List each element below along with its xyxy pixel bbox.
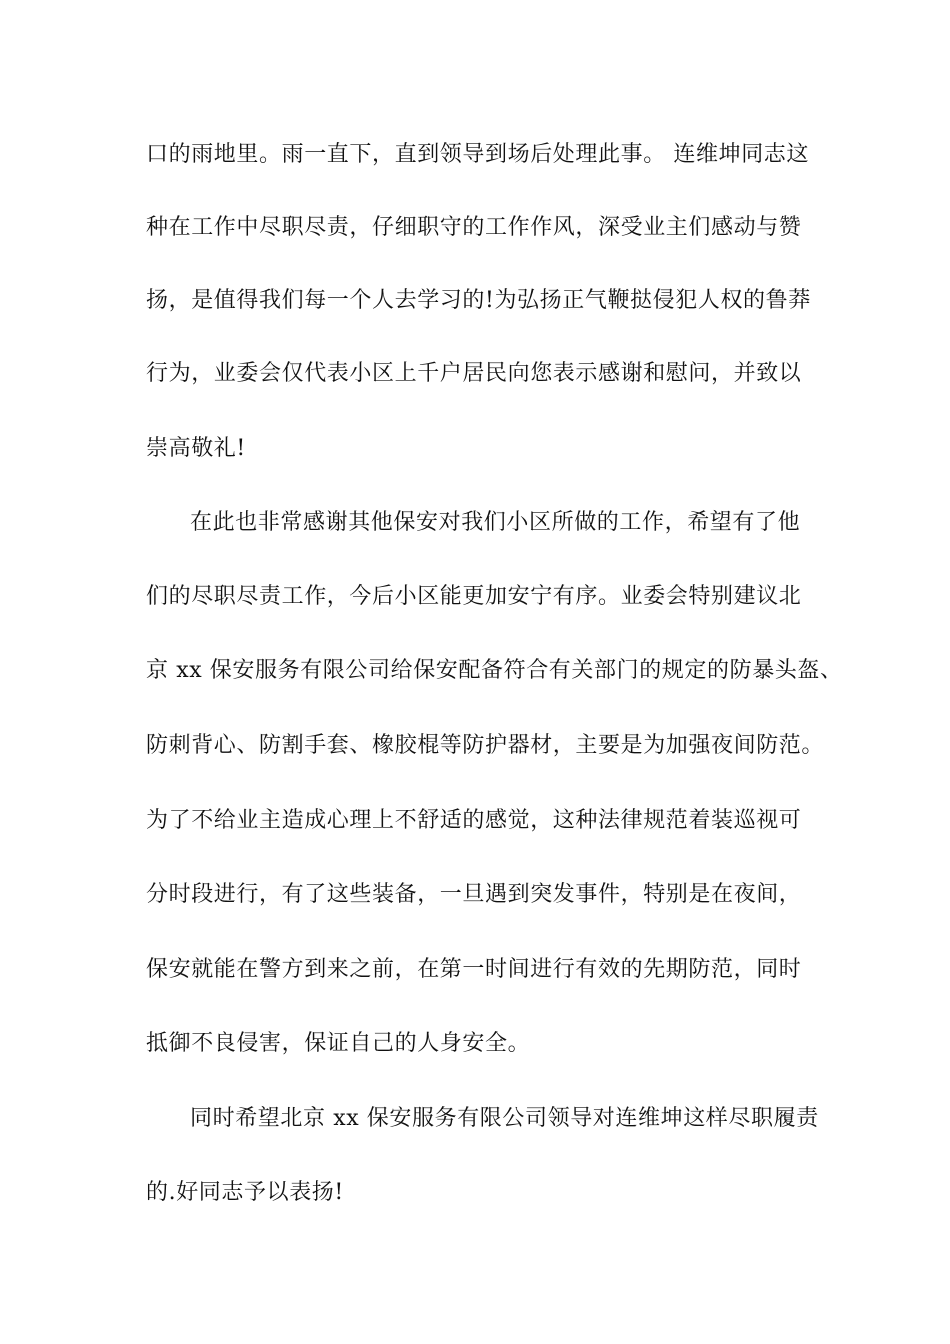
paragraph-3-line-2: 的.好同志予以表扬!: [146, 1180, 344, 1205]
paragraph-2-line-7: 保安就能在警方到来之前，在第一时间进行有效的先期防范，同时: [146, 957, 802, 982]
paragraph-2-line-5: 为了不给业主造成心理上不舒适的感觉，这种法律规范着装巡视可: [146, 808, 802, 833]
paragraph-1-line-2: 种在工作中尽职尽责，仔细职守的工作作风，深受业主们感动与赞: [146, 215, 802, 240]
paragraph-2-line-1: 在此也非常感谢其他保安对我们小区所做的工作，希望有了他: [190, 510, 801, 535]
paragraph-1-line-5: 崇高敬礼!: [146, 436, 246, 461]
paragraph-1-line-3: 扬，是值得我们每一个人去学习的!为弘扬正气鞭挞侵犯人权的鲁莽: [146, 288, 811, 313]
paragraph-2-line-3: 京 xx 保安服务有限公司给保安配备符合有关部门的规定的防暴头盔、: [146, 658, 843, 683]
paragraph-2-line-8: 抵御不良侵害，保证自己的人身安全。: [146, 1031, 531, 1056]
paragraph-2-line-2: 们的尽职尽责工作，今后小区能更加安宁有序。业委会特别建议北: [146, 584, 802, 609]
paragraph-1-line-4: 行为，业委会仅代表小区上千户居民向您表示感谢和慰问，并致以: [146, 361, 802, 386]
paragraph-2-line-6: 分时段进行，有了这些装备，一旦遇到突发事件，特别是在夜间，: [146, 882, 802, 907]
paragraph-1-line-1: 口的雨地里。雨一直下，直到领导到场后处理此事。 连维坤同志这: [146, 142, 809, 167]
paragraph-2-line-4: 防刺背心、防割手套、橡胶棍等防护器材，主要是为加强夜间防范。: [146, 733, 825, 758]
paragraph-3-line-1: 同时希望北京 xx 保安服务有限公司领导对连维坤这样尽职履责: [190, 1106, 819, 1131]
